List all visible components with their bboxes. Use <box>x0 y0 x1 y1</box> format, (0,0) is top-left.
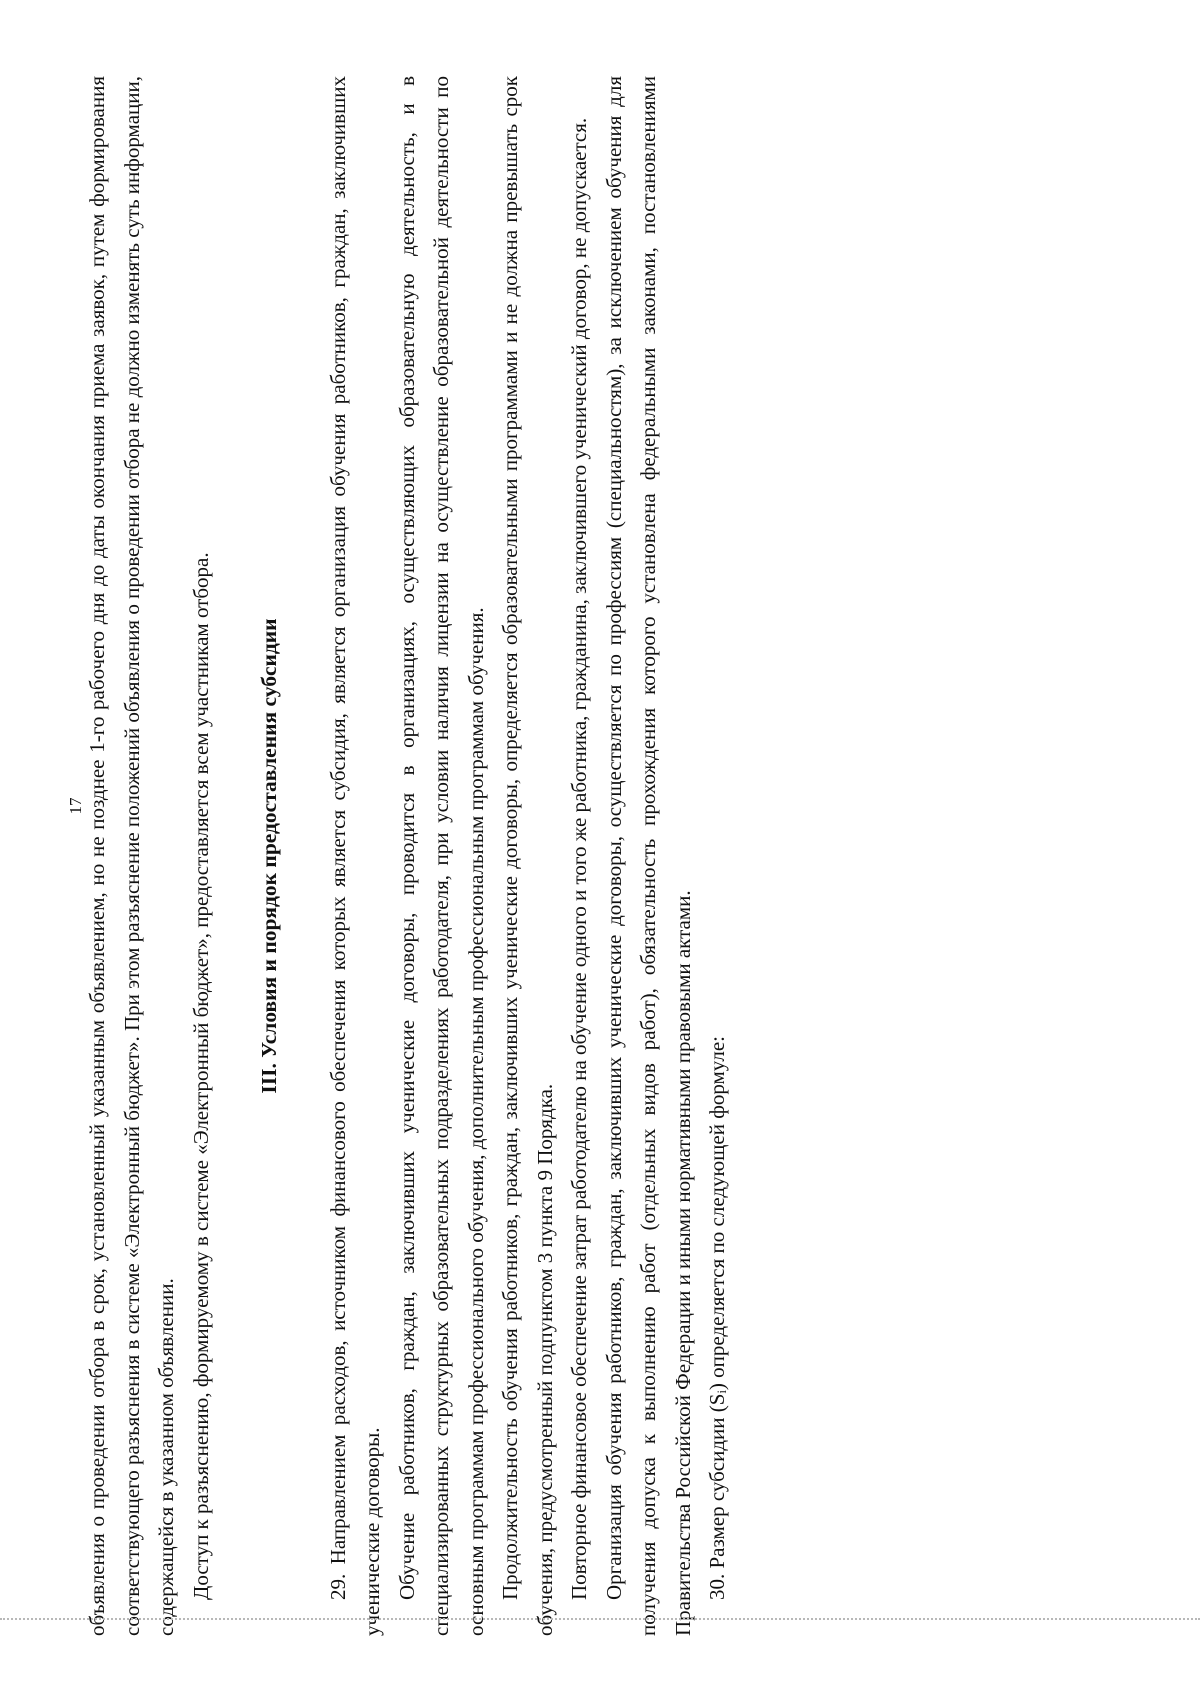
paragraph: Повторное финансовое обеспечение затрат работодателю на обучение одного и того же работника, гражданина, заключившего ученический договор, не допускается. <box>567 117 591 1600</box>
paragraph-29: 29. Направлением расходов, источником финансового обеспечения которых является субсидия, является организация обучения работников, граждан, заключивших ученические договоры. <box>325 76 384 1636</box>
paragraph: Продолжительность обучения работников, граждан, заключивших ученические договоры, определяется образовательными программами и не должна превышать срок обучения, предусмотренный подпунктом 3 пункта 9 Порядка. <box>498 76 557 1636</box>
paragraph: Организация обучения работников, граждан, заключивших ученические договоры, осуществляется по профессиям (специальностям), за исключением обучения для получения допуска к выполнению работ (отдельных видов работ), обязательность прохождения которого установлена федеральными законами, постановлениями Правительства Российской Федерации и иными нормативными правовыми актами. <box>601 76 695 1636</box>
section-heading: III. Условия и порядок предоставления субсидии <box>257 618 281 1094</box>
page-number: 17 <box>66 797 85 815</box>
document-body <box>80 76 1126 1636</box>
scan-edge-divider <box>0 1618 1200 1620</box>
paragraph: Обучение работников, граждан, заключивших ученические договоры, проводится в организациях, осуществляющих образовательную деятельность, и в специализированных структурных образовательных подразделениях работодателя, при условии наличия лицензии на осуществление образовательной деятельности по основным программам профессионального обучения, дополнительным профессиональным программам обучения. <box>394 76 488 1636</box>
paragraph-continued: объявления о проведении отбора в срок, установленный указанным объявлением, но не позднее 1-го рабочего дня до даты окончания приема заявок, путем формирования соответствующего разъяснения в системе «Электронный бюджет». При этом разъяснение положений объявления о проведении отбора не должно изменять суть информации, содержащейся в указанном объявлении. <box>85 76 178 1636</box>
paragraph: Доступ к разъяснению, формируемому в системе «Электронный бюджет», предоставляется всем участникам отбора. <box>188 552 213 1600</box>
paragraph-30: 30. Размер субсидии (Sᵢ) определяется по следующей формуле: <box>705 1035 729 1600</box>
